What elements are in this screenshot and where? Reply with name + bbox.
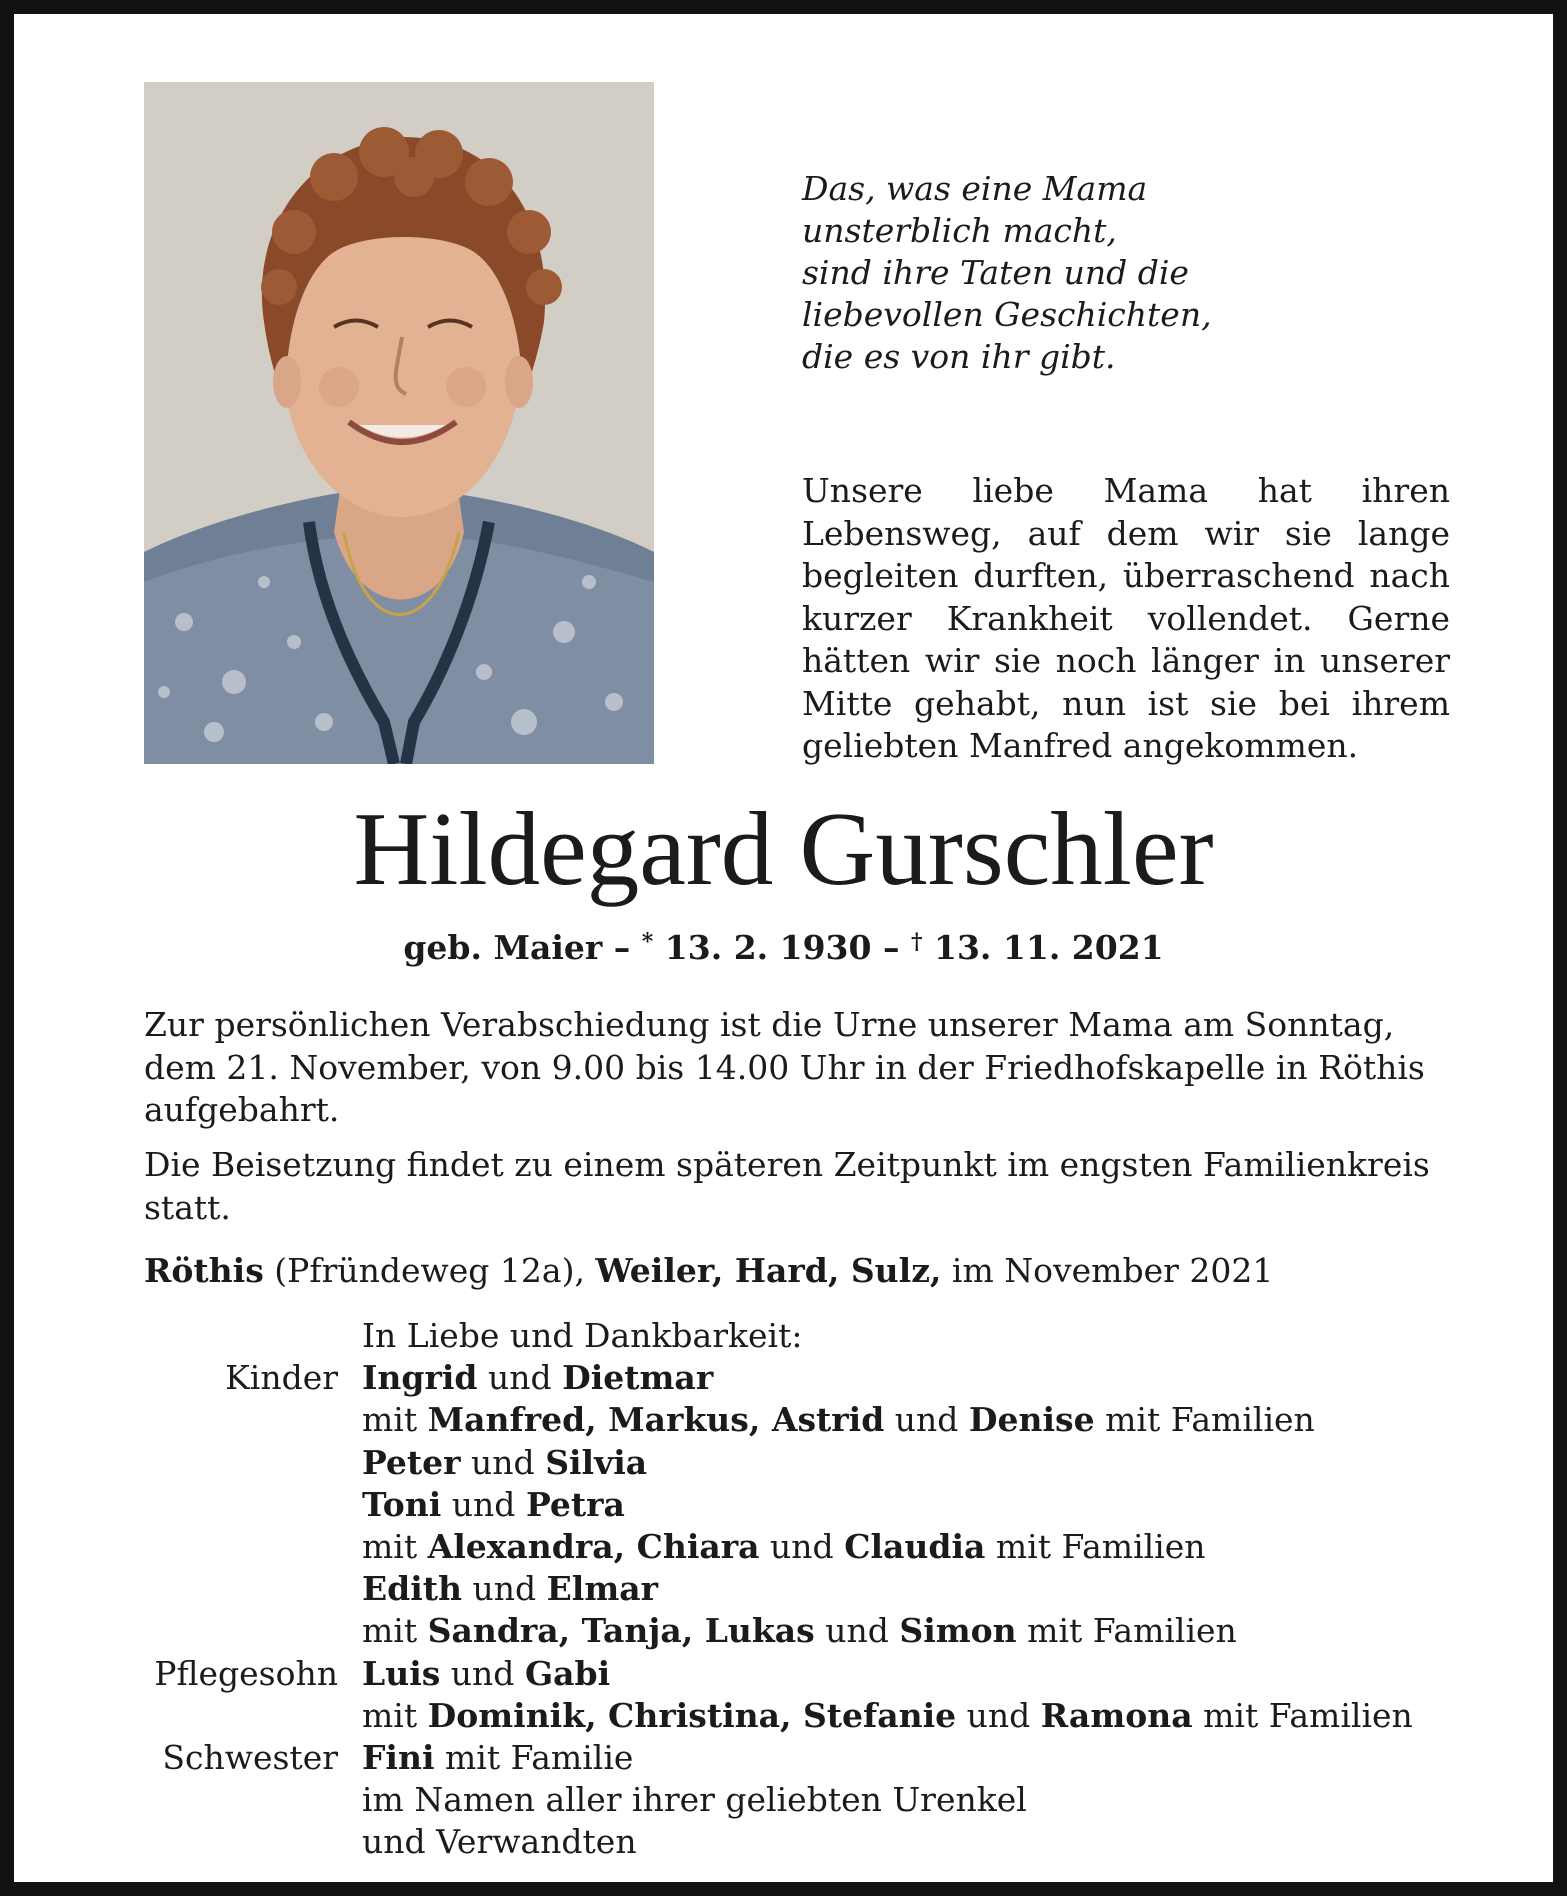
family-names [362,1821,1474,1863]
quote-line: liebevollen Geschichten, [802,295,1212,334]
family-member-name: Fini [362,1738,435,1778]
family-connector-text: mit Familien [1016,1611,1237,1651]
separator: – [882,928,900,967]
family-row [144,1484,1474,1526]
family-role [144,1568,362,1610]
deceased-name: Hildegard Gurschler [353,790,1214,907]
family-role [144,1484,362,1526]
family-member-name: Toni [362,1484,442,1524]
family-connector-text: und [460,1442,546,1482]
family-connector-text: und [956,1695,1041,1735]
separator: – [613,928,631,967]
family-member-name: Denise [968,1400,1095,1440]
family-member-name: Silvia [545,1442,648,1482]
family-role [144,1442,362,1484]
family-role [144,1821,362,1863]
family-row [144,1568,1474,1610]
family-connector-text: mit [362,1611,428,1651]
place-others: Weiler, Hard, Sulz, [595,1251,942,1290]
family-connector-text: mit Familien [1094,1400,1315,1440]
death-date: 13. 11. 2021 [934,928,1164,967]
portrait-photo [144,82,654,764]
family-row [144,1442,1474,1484]
family-row [144,1821,1474,1863]
family-row [144,1695,1474,1737]
family-connector-text: mit [362,1527,428,1567]
maiden-name: geb. Maier [403,928,603,967]
family-member-name: Petra [525,1484,625,1524]
family-member-name: Peter [362,1442,461,1482]
family-connector-text: und [814,1611,900,1651]
place-and-date [144,1250,1273,1292]
family-row [144,1526,1474,1568]
family-role [144,1399,362,1441]
family-connector-text: mit Familie [434,1738,634,1778]
family-member-name: Dietmar [562,1358,714,1398]
family-connector-text: mit [362,1400,428,1440]
family-member-name: Manfred, Markus, Astrid [427,1400,885,1440]
place-address: (Pfründeweg 12a), [263,1251,596,1290]
family-row [144,1399,1474,1441]
viewing-paragraph: Zur persönlichen Verabschiedung ist die Urne unserer Mama am Sonntag, dem 21. November, von 9.00 bis 14.00 Uhr in der Friedhofskapelle in Röthis aufgebahrt. [144,1005,1425,1129]
family-names [362,1357,1474,1399]
family-member-name: Sandra, Tanja, Lukas [427,1611,815,1651]
family-member-name: Simon [899,1611,1017,1651]
family-heading-row [144,1315,1474,1357]
family-names [362,1653,1474,1695]
family-names [362,1484,1474,1526]
family-connector-text: und [884,1400,969,1440]
family-connector-text: und [759,1527,845,1567]
family-list [144,1315,1474,1864]
family-connector-text: mit Familien [985,1527,1206,1567]
family-names [362,1779,1474,1821]
quote-line: Das, was eine Mama [802,169,1148,208]
family-member-name: Dominik, Christina, Stefanie [427,1695,957,1735]
family-connector-text: und [441,1484,526,1524]
portrait-illustration [144,82,654,764]
family-row [144,1779,1474,1821]
memorial-quote [802,168,1212,378]
family-member-name: Luis [362,1653,441,1693]
family-member-name: Claudia [844,1527,986,1567]
life-dates [14,920,1553,970]
family-heading: In Liebe und Dankbarkeit: [362,1316,803,1355]
quote-line: unsterblich macht, [802,211,1117,250]
family-names [362,1568,1474,1610]
family-names [362,1610,1474,1652]
place-town: Röthis [144,1251,264,1290]
family-row [144,1610,1474,1652]
place-date: im November 2021 [941,1251,1274,1290]
family-role [144,1695,362,1737]
family-connector-text: und [477,1358,563,1398]
family-connector-text: und [440,1653,525,1693]
family-role: Pflegesohn [154,1653,338,1693]
birth-date: 13. 2. 1930 [664,928,872,967]
family-role [144,1526,362,1568]
family-role [144,1315,362,1357]
family-connector-text: im Namen aller ihrer geliebten Urenkel [362,1780,1027,1820]
family-member-name: Edith [362,1569,462,1609]
family-row [144,1737,1474,1779]
family-names [362,1737,1474,1779]
family-member-name: Ingrid [362,1358,478,1398]
family-member-name: Ramona [1040,1695,1193,1735]
family-connector-text: mit Familien [1192,1695,1413,1735]
family-role: Schwester [162,1738,338,1778]
family-member-name: Elmar [546,1569,658,1609]
birth-star-icon: * [641,929,654,955]
family-member-name: Gabi [524,1653,611,1693]
quote-line: sind ihre Taten und die [802,253,1189,292]
death-cross-icon: † [910,929,923,955]
intro-paragraph: Unsere liebe Mama hat ihren Lebensweg, auf dem wir sie lange begleiten durften, überraschend nach kurzer Krankheit vollendet. Gerne hätten wir sie noch länger in unserer Mitte gehabt, nun ist sie bei ihrem geliebten Manfred angekommen. [802,471,1450,765]
family-connector-text: und [462,1569,547,1609]
quote-line: die es von ihr gibt. [802,337,1116,376]
family-names [362,1442,1474,1484]
family-row [144,1357,1474,1399]
family-role [144,1610,362,1652]
family-names [362,1695,1474,1737]
family-connector-text: und Verwandten [362,1822,637,1862]
burial-paragraph: Die Beisetzung findet zu einem späteren Zeitpunkt im engsten Familienkreis statt. [144,1145,1430,1227]
family-names [362,1526,1474,1568]
family-member-name: Alexandra, Chiara [427,1527,760,1567]
family-role: Kinder [225,1358,338,1398]
family-names [362,1399,1474,1441]
family-connector-text: mit [362,1695,428,1735]
family-row [144,1653,1474,1695]
family-role [144,1779,362,1821]
